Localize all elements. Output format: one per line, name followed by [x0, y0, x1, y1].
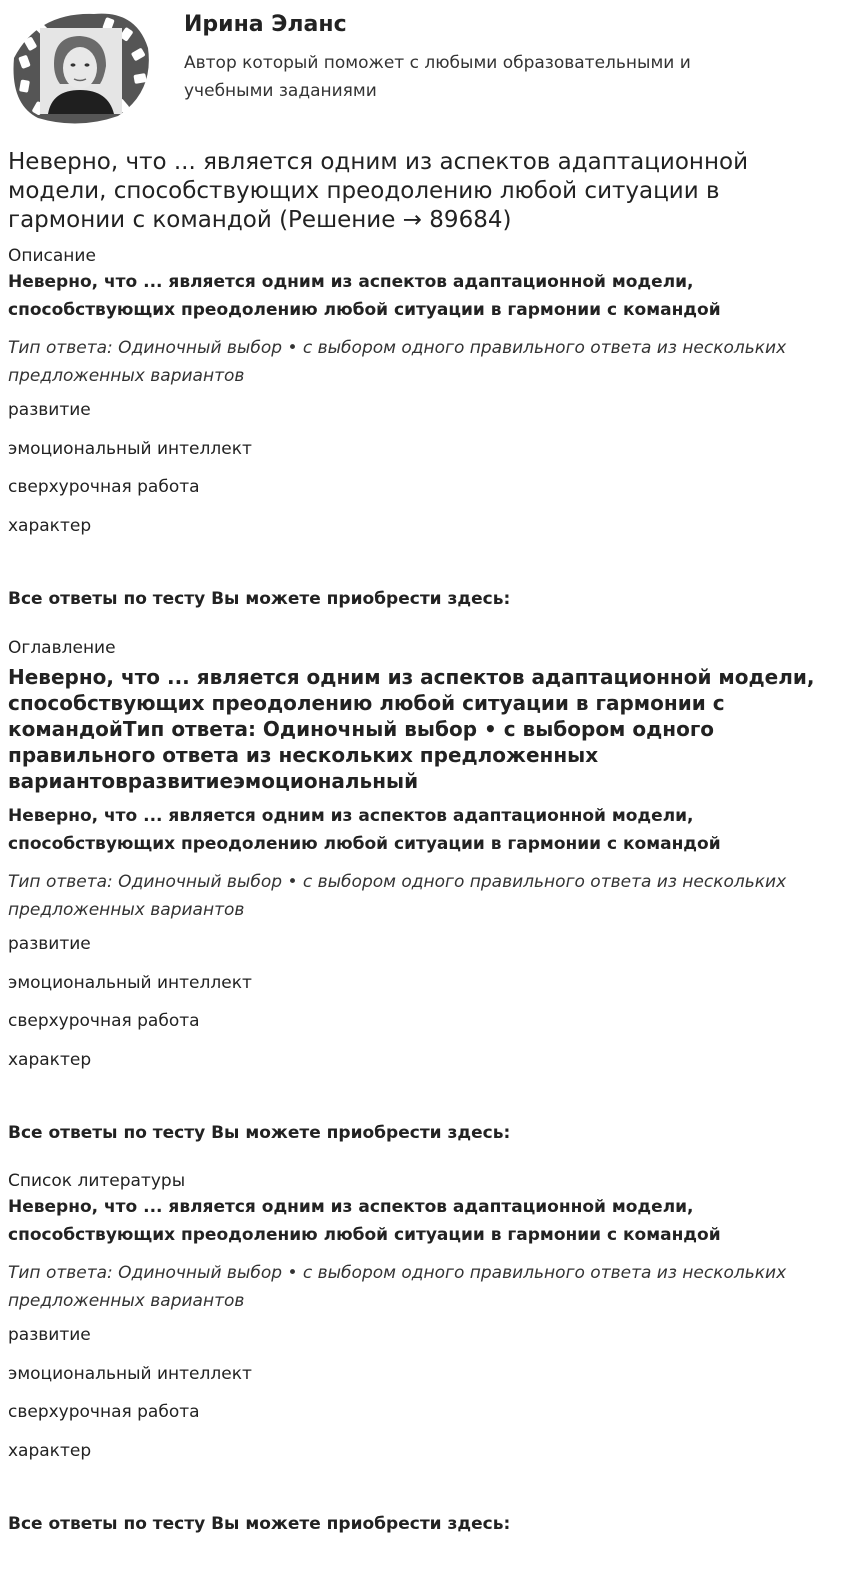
options-list [8, 933, 838, 1087]
answer-type: Тип ответа: Одиночный выбор • с выбором одного правильного ответа из нескольких предложенных вариантов [8, 872, 787, 920]
section-label: Оглавление [8, 638, 116, 658]
option-item: характер [8, 515, 92, 536]
film-frame-avatar-icon [8, 8, 154, 126]
toc-section [8, 638, 838, 1143]
answer-type: Тип ответа: Одиночный выбор • с выбором одного правильного ответа из нескольких предложенных вариантов [8, 338, 787, 386]
answer-type: Тип ответа: Одиночный выбор • с выбором одного правильного ответа из нескольких предложенных вариантов [8, 1263, 787, 1311]
toc-heading: Неверно, что ... является одним из аспектов адаптационной модели, способствующих преодолению любой ситуации в гармонии с командойТип ответа: Одиночный выбор • с выбором одного правильного ответа из нескольких предложенных вариантовразвитиеэмоциональный [8, 665, 815, 793]
option-item: эмоциональный интеллект [8, 972, 252, 993]
option-item: сверхурочная работа [8, 1402, 200, 1422]
question-text: Неверно, что ... является одним из аспектов адаптационной модели, способствующих преодолению любой ситуации в гармонии с командой [8, 272, 721, 320]
page-title: Неверно, что ... является одним из аспектов адаптационной модели, способствующих преодолению любой ситуации в гармонии с командой (Решение → 89684) [8, 149, 749, 233]
author-description: Автор который поможет с любыми образовательными и учебными заданиями [184, 53, 691, 101]
all-answers-note: Все ответы по тесту Вы можете приобрести здесь: [8, 589, 511, 609]
option-item: развитие [8, 400, 91, 420]
option-item: сверхурочная работа [8, 477, 200, 497]
option-item: развитие [8, 934, 91, 954]
author-name: Ирина Эланс [184, 12, 347, 37]
all-answers-note: Все ответы по тесту Вы можете приобрести здесь: [8, 1123, 511, 1143]
description-section [8, 246, 838, 609]
options-list [8, 399, 838, 553]
option-item: сверхурочная работа [8, 1011, 200, 1031]
option-item: эмоциональный интеллект [8, 1363, 252, 1384]
question-text: Неверно, что ... является одним из аспектов адаптационной модели, способствующих преодолению любой ситуации в гармонии с командой [8, 1197, 721, 1245]
option-item: характер [8, 1440, 92, 1461]
author-block [0, 0, 847, 140]
options-list [8, 1324, 838, 1478]
section-label: Список литературы [8, 1171, 186, 1191]
option-item: развитие [8, 1325, 91, 1345]
references-section [8, 1171, 838, 1534]
avatar [8, 8, 154, 126]
option-item: характер [8, 1049, 92, 1070]
option-item: эмоциональный интеллект [8, 438, 252, 459]
question-text: Неверно, что ... является одним из аспектов адаптационной модели, способствующих преодолению любой ситуации в гармонии с командой [8, 806, 721, 854]
all-answers-note: Все ответы по тесту Вы можете приобрести здесь: [8, 1514, 511, 1534]
section-label: Описание [8, 246, 96, 266]
